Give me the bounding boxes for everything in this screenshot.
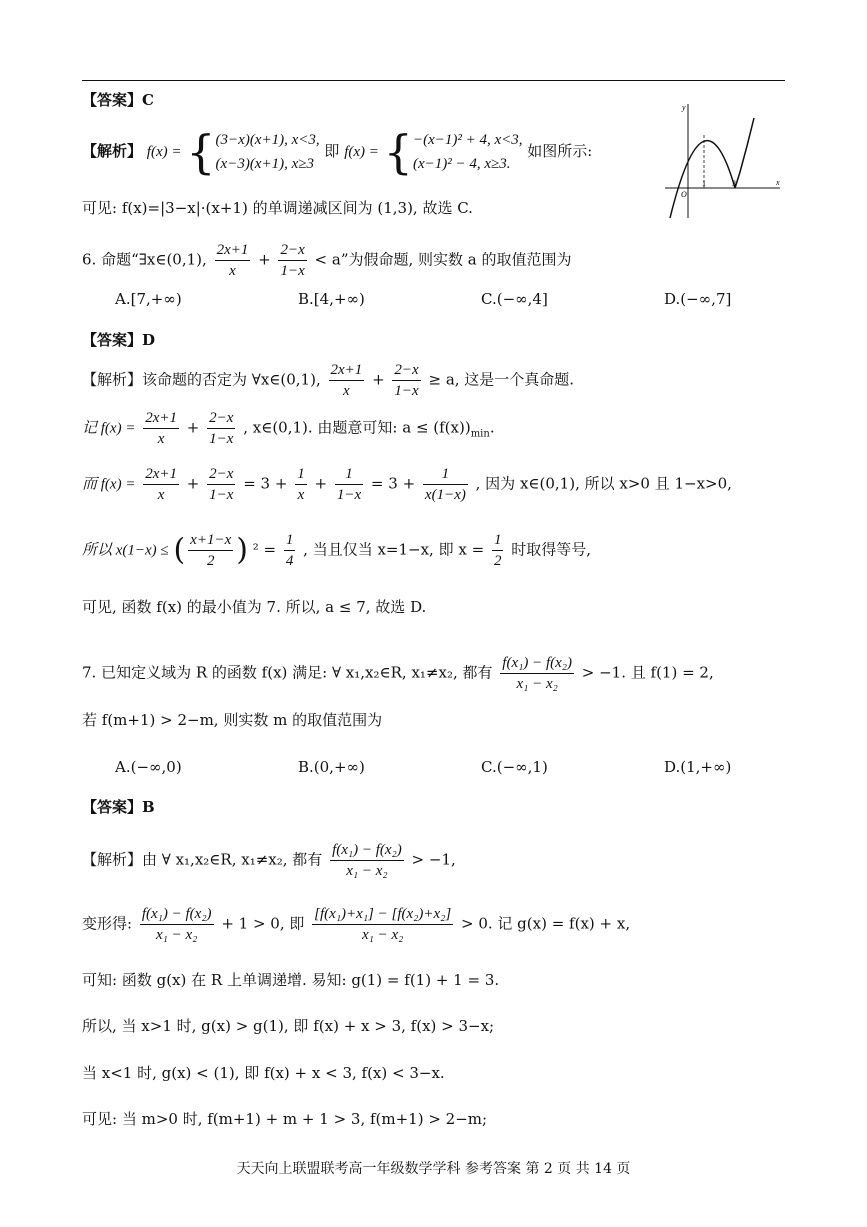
q7-option-c: C.(−∞,1) [481, 758, 548, 776]
graph-y-label: y [682, 103, 686, 112]
q7-analysis-line2: 变形得: $\frac{\text{f(x₁) − f(x₂)}}{\text{x₁ − x₂}}$ + 1 > 0, 即 $\frac{\text{[f(x₁)+x₁] − [f(x₂)+x₂]}}{\text{x₁ − x₂}}$ > 0. 记 g(x) = f(x) + x, [82, 906, 631, 943]
graph-origin-label: O [681, 190, 687, 199]
q6-stem-frac2: $\frac{2-x}{1-x}$ [280, 242, 305, 279]
q6-answer: 【答案】D [82, 331, 156, 349]
q7-option-b: B.(0,+∞) [298, 758, 365, 776]
q6-analysis-line3: 而 f(x) = $\frac{2x+1}{x}$ + $\frac{2-x}{1-x}$ = 3 + $\frac{1}{x}$ + $\frac{1}{1-x}$ = 3 + $\frac{1}{x(1-x)}$ , 因为 x∈(0,1), 所以 x>0 且 1−x>0, [82, 466, 732, 503]
q7-stem-line1: 7. 已知定义域为 R 的函数 f(x) 满足: ∀ x₁,x₂∈R, x₁≠x₂, 都有 $\frac{\text{f(x₁) − f(x₂)}}{\text{x₁ − x₂}}$ > −1. 且 f(1) = 2, [82, 655, 714, 692]
q5-function-graph [660, 100, 785, 220]
q7-option-d: D.(1,+∞) [664, 758, 732, 776]
q6-analysis-line5: 可见, 函数 f(x) 的最小值为 7. 所以, a ≤ 7, 故选 D. [82, 598, 427, 616]
header-rule [82, 80, 785, 81]
page-footer: 天天向上联盟联考高一年级数学学科 参考答案 第 2 页 共 14 页 [236, 1161, 631, 1177]
q5-answer: 【答案】C [82, 91, 154, 109]
q6-stem-frac1: $\frac{2x+1}{x}$ [216, 242, 249, 279]
graph-tick-1: 1 [702, 179, 706, 188]
q6-analysis-line2: 记 f(x) = $\frac{2x+1}{x}$ + $\frac{2-x}{1-x}$ , x∈(0,1). 由题意可知: $a \le (f(x))_{min}$. [82, 410, 495, 447]
q7-analysis-line4: 所以, 当 x>1 时, g(x) > g(1), 即 f(x) + x > 3, f(x) > 3−x; [82, 1017, 495, 1035]
q6-stem: 6. 命题“∃x∈(0,1), $\frac{2x+1}{x}$ + $\frac{2-x}{1-x}$ < a”为假命题, 则实数 a 的取值范围为 [82, 242, 572, 279]
q7-analysis-line6: 可见: 当 m>0 时, f(m+1) + m + 1 > 3, f(m+1) > 2−m; [82, 1110, 488, 1128]
q7-answer: 【答案】B [82, 798, 155, 816]
q6-option-c: C.(−∞,4] [481, 290, 548, 308]
q7-analysis-line5: 当 x<1 时, g(x) < (1), 即 f(x) + x < 3, f(x) < 3−x. [82, 1064, 445, 1082]
q6-option-d: D.(−∞,7] [664, 290, 732, 308]
graph-x-label: x [776, 178, 780, 187]
q7-analysis-line1: 【解析】由 ∀ x₁,x₂∈R, x₁≠x₂, 都有 $\frac{\text{f(x₁) − f(x₂)}}{\text{x₁ − x₂}}$ > −1, [82, 842, 456, 879]
q7-option-a: A.(−∞,0) [115, 758, 182, 776]
q6-option-b: B.[4,+∞) [298, 290, 365, 308]
graph-tick-3: 3 [732, 179, 736, 188]
q7-analysis-line3: 可知: 函数 g(x) 在 R 上单调递增. 易知: g(1) = f(1) + 1 = 3. [82, 971, 500, 989]
q6-option-a: A.[7,+∞) [115, 290, 182, 308]
graph-curve-right [735, 118, 754, 188]
q5-conclusion: 可见: f(x)=|3−x|·(x+1) 的单调递减区间为 (1,3), 故选 C. [82, 199, 473, 217]
q5-analysis: 【解析】 f(x) = { (3−x)(x+1), x<3, (x−3)(x+1), x≥3 即 f(x) = { −(x−1)² + 4, x<3, (x−1)² − 4, x≥3. 如图所示: [82, 125, 593, 179]
q6-analysis-line1: 【解析】该命题的否定为 ∀x∈(0,1), $\frac{2x+1}{x}$ + $\frac{2-x}{1-x}$ ≥ a, 这是一个真命题. [82, 362, 575, 399]
q6-analysis-line4: 所以 x(1−x) ≤ ( $\frac{x+1-x}{2}$ ) ² = $\frac{1}{4}$ , 当且仅当 x=1−x, 即 x = $\frac{1}{2}$ 时取得等号, [82, 532, 592, 569]
q7-stem-line2: 若 f(m+1) > 2−m, 则实数 m 的取值范围为 [82, 711, 383, 729]
